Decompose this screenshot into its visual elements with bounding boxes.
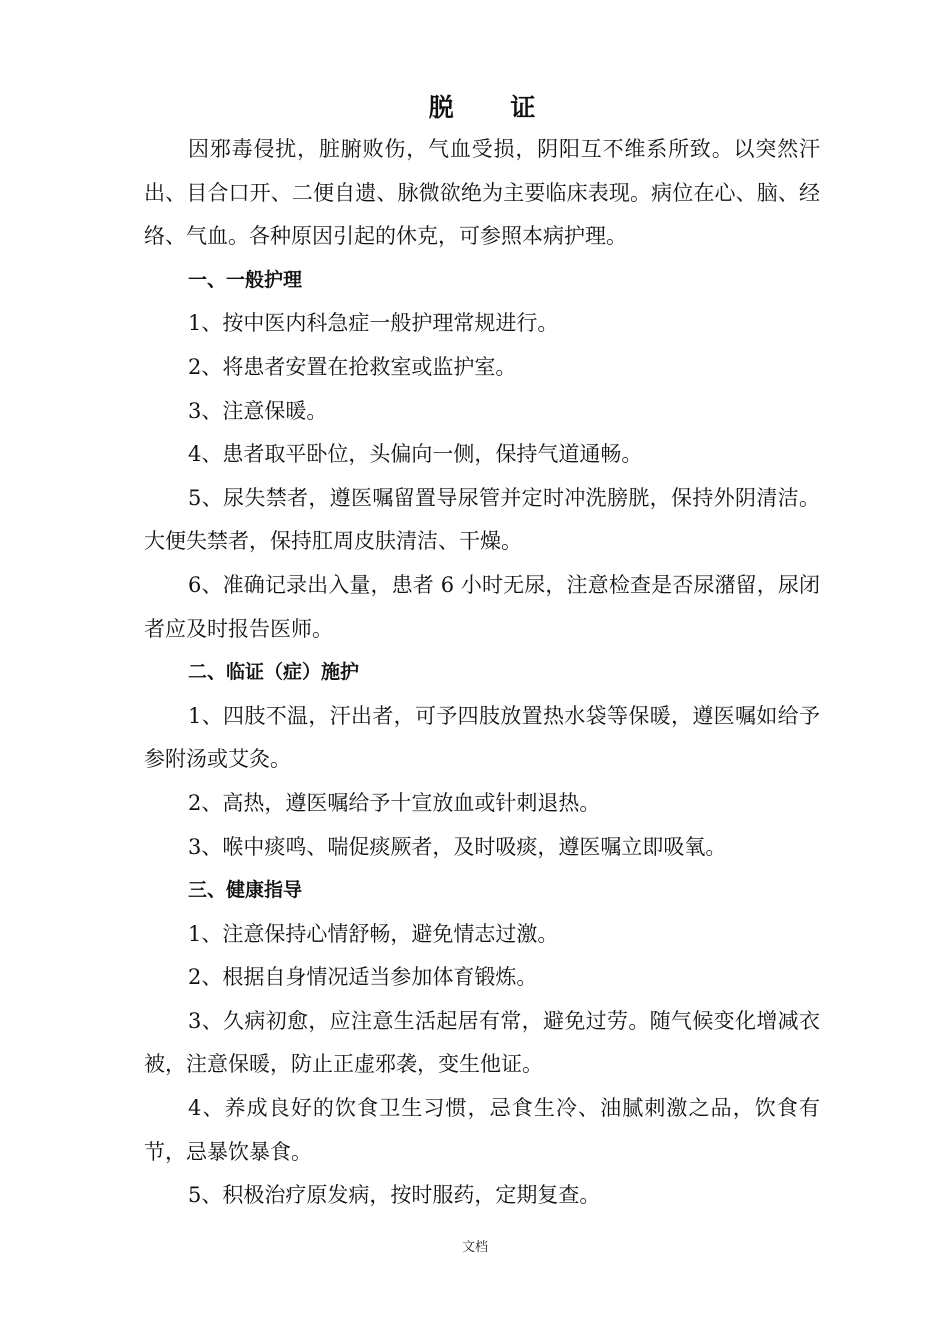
list-item: 2、高热，遵医嘱给予十宣放血或针刺退热。 — [188, 790, 601, 815]
document-body — [144, 88, 820, 1218]
list-item: 3、喉中痰鸣、喘促痰厥者，及时吸痰，遵医嘱立即吸氧。 — [188, 834, 727, 859]
list-item: 2、根据自身情况适当参加体育锻炼。 — [188, 965, 538, 990]
list-item: 4、养成良好的饮食卫生习惯，忌食生冷、油腻刺激之品，饮食有节，忌暴饮暴食。 — [144, 1096, 820, 1164]
section-heading: 一、一般护理 — [188, 268, 303, 291]
section-heading: 三、健康指导 — [188, 879, 303, 902]
list-item: 3、注意保暖。 — [188, 398, 328, 423]
list-item: 6、准确记录出入量，患者 6 小时无尿，注意检查是否尿潴留，尿闭者应及时报告医师。 — [144, 572, 820, 641]
section-heading: 二、临证（症）施护 — [188, 661, 360, 684]
intro-paragraph: 因邪毒侵扰，脏腑败伤，气血受损，阴阳互不维系所致。以突然汗出、目合口开、二便自遗、脉微欲绝为主要临床表现。病位在心、脑、经络、气血。各种原因引起的休克，可参照本病护理。 — [144, 137, 820, 249]
list-item: 1、四肢不温，汗出者，可予四肢放置热水袋等保暖，遵医嘱如给予参附汤或艾灸。 — [144, 703, 820, 772]
page-footer: 文档 — [461, 1240, 488, 1255]
list-item: 1、注意保持心情舒畅，避免情志过激。 — [188, 921, 559, 946]
list-item: 2、将患者安置在抢救室或监护室。 — [188, 354, 517, 379]
list-item: 5、尿失禁者，遵医嘱留置导尿管并定时冲洗膀胱，保持外阴清洁。大便失禁者，保持肛周皮肤清洁、干燥。 — [144, 485, 820, 554]
list-item: 1、按中医内科急症一般护理常规进行。 — [188, 311, 559, 336]
section-health-guidance — [144, 869, 820, 1218]
page-title: 脱 证 — [428, 93, 560, 122]
list-item: 5、积极治疗原发病，按时服药，定期复查。 — [188, 1183, 601, 1208]
list-item: 3、久病初愈，应注意生活起居有常，避免过劳。随气候变化增减衣被，注意保暖，防止正虚邪袭，变生他证。 — [144, 1008, 820, 1077]
section-symptom-care — [144, 651, 820, 869]
list-item: 4、患者取平卧位，头偏向一侧，保持气道通畅。 — [188, 442, 643, 467]
section-general-care — [144, 259, 820, 651]
